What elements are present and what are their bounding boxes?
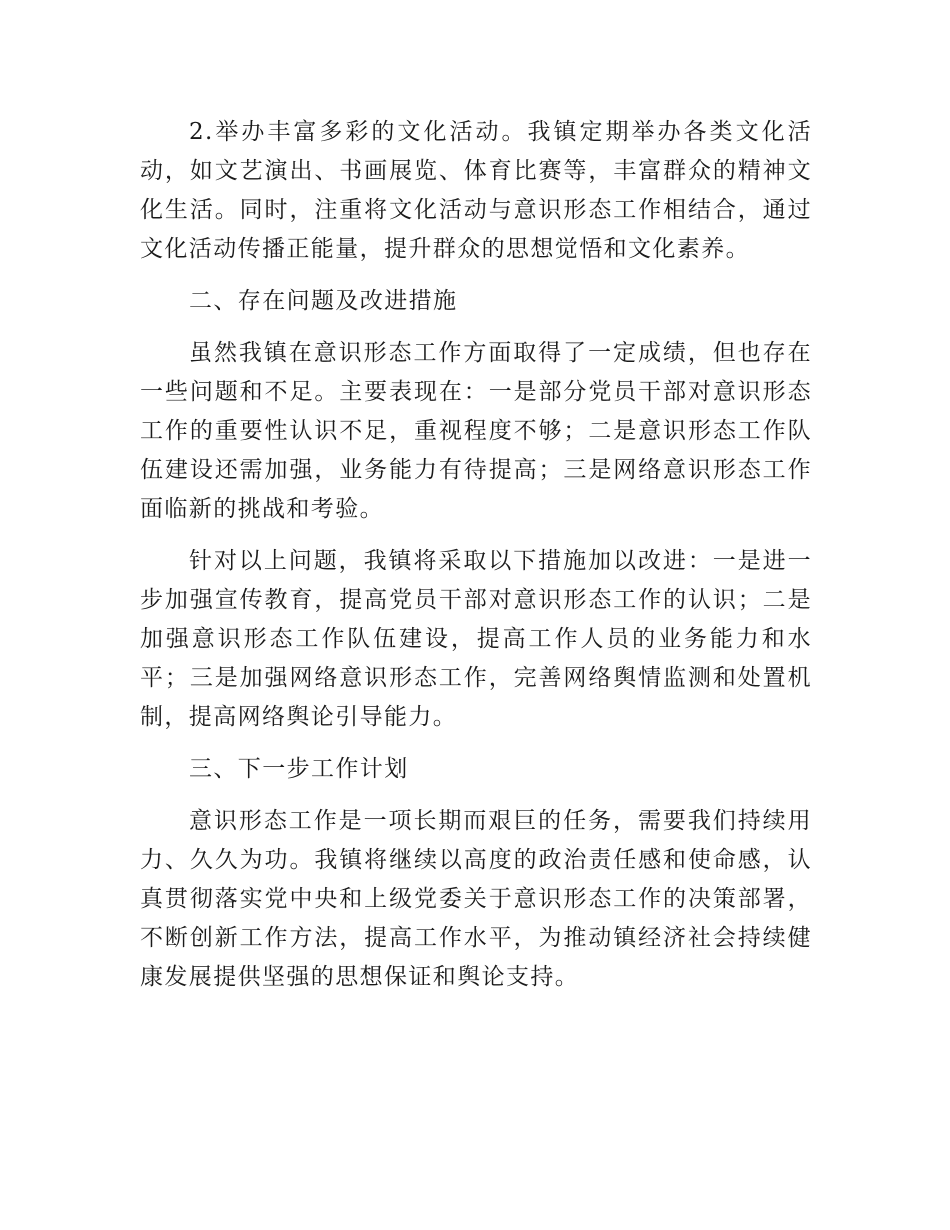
section-heading-problems: 二、存在问题及改进措施	[189, 288, 458, 314]
section-heading-next-steps: 三、下一步工作计划	[189, 756, 409, 782]
paragraph-problems: 虽然我镇在意识形态工作方面取得了一定成绩，但也存在一些问题和不足。主要表现在：一是部分党员干部对意识形态工作的重要性认识不足，重视程度不够；二是意识形态工作队伍建设还需加强，业务能力有待提高；三是网络意识形态工作面临新的挑战和考验。	[140, 340, 812, 522]
paragraph-next-steps: 意识形态工作是一项长期而艰巨的任务，需要我们持续用力、久久为功。我镇将继续以高度的政治责任感和使命感，认真贯彻落实党中央和上级党委关于意识形态工作的决策部署，不断创新工作方法，提高工作水平，为推动镇经济社会持续健康发展提供坚强的思想保证和舆论支持。	[140, 808, 812, 990]
paragraph-measures: 针对以上问题，我镇将采取以下措施加以改进：一是进一步加强宣传教育，提高党员干部对意识形态工作的认识；二是加强意识形态工作队伍建设，提高工作人员的业务能力和水平；三是加强网络意识形态工作，完善网络舆情监测和处置机制，提高网络舆论引导能力。	[140, 548, 812, 730]
paragraph-cultural-activities: 2.举办丰富多彩的文化活动。我镇定期举办各类文化活动，如文艺演出、书画展览、体育比赛等，丰富群众的精神文化生活。同时，注重将文化活动与意识形态工作相结合，通过文化活动传播正能量，提升群众的思想觉悟和文化素养。	[140, 119, 812, 262]
document-page	[140, 113, 812, 1010]
